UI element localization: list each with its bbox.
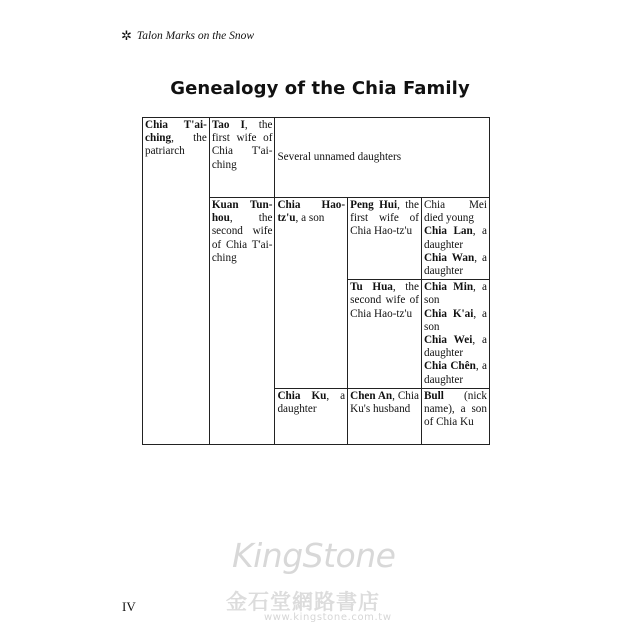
second-wife-cell: Kuan Tun-hou, the second wife of Chia T'ai-ching (209, 198, 275, 445)
son-first-wife-cell: Peng Hui, the first wife of Chia Hao-tz'u (348, 198, 422, 280)
running-title: Talon Marks on the Snow (136, 30, 255, 42)
page-title: Genealogy of the Chia Family (170, 78, 470, 99)
patriarch-cell: Chia T'ai-ching, the patriarch (143, 118, 210, 445)
genealogy-table (142, 117, 490, 445)
kingstone-watermark-logo: KingStone (232, 536, 396, 575)
running-head (121, 28, 254, 44)
grandson-cell: Bull (nick name), a son of Chia Ku (421, 388, 489, 444)
son-cell: Chia Hao-tz'u, a son (275, 198, 348, 389)
kingstone-watermark-chinese: 金石堂網路書店 (226, 589, 380, 614)
first-wife-children-cell: Chia Mei died young Chia Lan, a daughter Chia Wan, a daughter (421, 198, 489, 280)
husband-cell: Chen An, Chia Ku's husband (348, 388, 422, 444)
daughters-cell: Several unnamed daughters (275, 118, 490, 198)
daughter-cell: Chia Ku, a daughter (275, 388, 348, 444)
first-wife-cell: Tao I, the first wife of Chia T'ai-ching (209, 118, 275, 198)
kingstone-watermark-url: www.kingstone.com.tw (264, 612, 392, 623)
second-wife-children-cell: Chia Min, a son Chia K'ai, a son Chia Wei, a daughter Chia Chên, a daughter (421, 280, 489, 389)
page-number: IV (122, 599, 136, 614)
snowflake-icon: ✲ (121, 28, 132, 43)
son-second-wife-cell: Tu Hua, the second wife of Chia Hao-tz'u (348, 280, 422, 389)
